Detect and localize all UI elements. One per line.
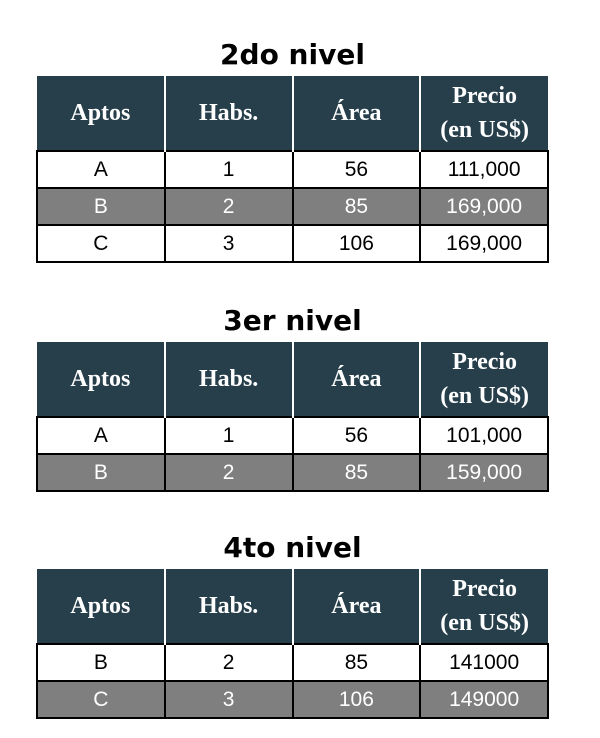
header-precio-line2: (en US$) bbox=[440, 383, 529, 409]
cell-precio: 101,000 bbox=[420, 417, 548, 454]
cell-precio: 141000 bbox=[420, 644, 548, 681]
cell-apto: B bbox=[37, 644, 165, 681]
table-row bbox=[37, 225, 548, 262]
level-section-3er bbox=[36, 304, 549, 492]
table-row bbox=[37, 151, 548, 188]
table-header-row bbox=[37, 342, 548, 417]
cell-apto: C bbox=[37, 681, 165, 718]
cell-habs: 2 bbox=[165, 454, 293, 491]
cell-habs: 1 bbox=[165, 417, 293, 454]
header-area: Área bbox=[293, 569, 421, 644]
cell-precio: 169,000 bbox=[420, 225, 548, 262]
header-precio-line2: (en US$) bbox=[440, 117, 529, 143]
header-precio-line1: Precio bbox=[452, 576, 518, 602]
cell-precio: 149000 bbox=[420, 681, 548, 718]
cell-habs: 3 bbox=[165, 225, 293, 262]
table-row bbox=[37, 417, 548, 454]
cell-area: 85 bbox=[293, 644, 421, 681]
header-precio bbox=[420, 342, 548, 417]
header-precio-line1: Precio bbox=[452, 349, 518, 375]
cell-apto: A bbox=[37, 417, 165, 454]
header-habs: Habs. bbox=[165, 76, 293, 151]
header-aptos: Aptos bbox=[37, 569, 165, 644]
table-header-row bbox=[37, 569, 548, 644]
cell-precio: 111,000 bbox=[420, 151, 548, 188]
cell-precio: 169,000 bbox=[420, 188, 548, 225]
price-table bbox=[36, 76, 549, 263]
cell-habs: 3 bbox=[165, 681, 293, 718]
cell-apto: A bbox=[37, 151, 165, 188]
header-area: Área bbox=[293, 76, 421, 151]
header-area: Área bbox=[293, 342, 421, 417]
cell-habs: 1 bbox=[165, 151, 293, 188]
cell-precio: 159,000 bbox=[420, 454, 548, 491]
table-header-row bbox=[37, 76, 548, 151]
level-section-4to bbox=[36, 531, 549, 719]
cell-area: 106 bbox=[293, 225, 421, 262]
cell-apto: C bbox=[37, 225, 165, 262]
header-precio-line1: Precio bbox=[452, 83, 518, 109]
header-precio bbox=[420, 569, 548, 644]
cell-apto: B bbox=[37, 188, 165, 225]
price-table bbox=[36, 342, 549, 492]
level-title: 3er nivel bbox=[223, 304, 362, 337]
cell-area: 56 bbox=[293, 417, 421, 454]
level-title: 4to nivel bbox=[223, 531, 362, 564]
header-aptos: Aptos bbox=[37, 342, 165, 417]
cell-area: 85 bbox=[293, 188, 421, 225]
header-habs: Habs. bbox=[165, 342, 293, 417]
cell-habs: 2 bbox=[165, 644, 293, 681]
cell-area: 85 bbox=[293, 454, 421, 491]
table-row bbox=[37, 681, 548, 718]
cell-habs: 2 bbox=[165, 188, 293, 225]
level-title: 2do nivel bbox=[220, 38, 365, 71]
price-table bbox=[36, 569, 549, 719]
cell-area: 56 bbox=[293, 151, 421, 188]
header-habs: Habs. bbox=[165, 569, 293, 644]
header-precio-line2: (en US$) bbox=[440, 610, 529, 636]
table-row bbox=[37, 188, 548, 225]
header-aptos: Aptos bbox=[37, 76, 165, 151]
table-row bbox=[37, 454, 548, 491]
cell-area: 106 bbox=[293, 681, 421, 718]
level-section-2do bbox=[36, 38, 549, 263]
header-precio bbox=[420, 76, 548, 151]
cell-apto: B bbox=[37, 454, 165, 491]
table-row bbox=[37, 644, 548, 681]
